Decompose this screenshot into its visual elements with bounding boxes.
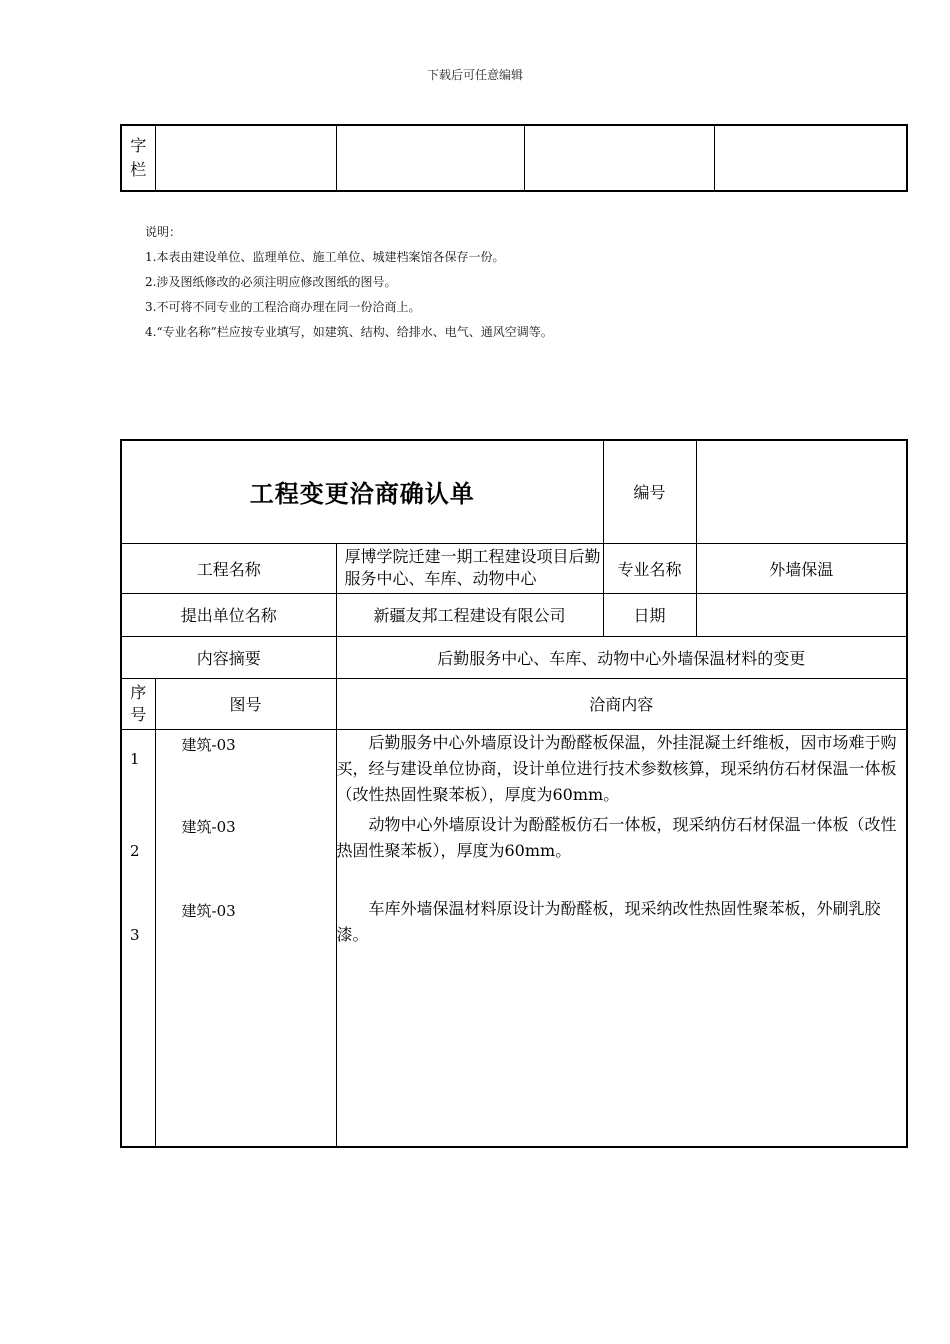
item-2-drawing: 建筑-03	[181, 817, 236, 836]
signature-cell-3[interactable]	[524, 125, 714, 191]
header-note: 下载后可任意编辑	[426, 68, 523, 82]
summary-value[interactable]: 后勤服务中心、车库、动物中心外墙保温材料的变更	[336, 636, 907, 678]
signature-table	[120, 124, 908, 192]
signature-cell-4[interactable]	[714, 125, 907, 191]
change-form	[120, 439, 908, 1148]
number-value[interactable]	[696, 440, 907, 543]
item-3-seq: 3	[130, 925, 140, 944]
signature-label	[121, 125, 155, 191]
summary-label: 内容摘要	[121, 636, 336, 678]
item-1-seq: 1	[130, 749, 140, 768]
item-3-drawing: 建筑-03	[181, 901, 236, 920]
note-item-4: 4.“专业名称”栏应按专业填写，如建筑、结构、给排水、电气、通风空调等。	[145, 325, 553, 339]
specialty-value[interactable]: 外墙保温	[696, 543, 907, 593]
item-1-content: 后勤服务中心外墙原设计为酚醛板保温，外挂混凝土纤维板，因市场难于购买，经与建设单位协商，设计单位进行技术参数核算，现采纳仿石材保温一体板（改性热固性聚苯板），厚度为60mm。	[336, 732, 897, 804]
note-item-2: 2.涉及图纸修改的必须注明应修改图纸的图号。	[145, 275, 397, 289]
content-header: 洽商内容	[336, 678, 907, 729]
signature-label-text: 字 栏	[130, 136, 147, 179]
note-item-3: 3.不可将不同专业的工程洽商办理在同一份洽商上。	[145, 300, 421, 314]
item-2-seq: 2	[130, 841, 140, 860]
content-column	[336, 729, 907, 1147]
date-label: 日期	[603, 593, 696, 636]
seq-header	[121, 678, 155, 729]
form-title: 工程变更洽商确认单	[121, 440, 603, 543]
item-2-content: 动物中心外墙原设计为酚醛板仿石一体板，现采纳仿石材保温一体板（改性热固性聚苯板），厚度为60mm。	[336, 814, 897, 860]
number-label: 编号	[603, 440, 696, 543]
note-item-1: 1.本表由建设单位、监理单位、施工单位、城建档案馆各保存一份。	[145, 250, 505, 264]
notes-section	[145, 220, 553, 345]
unit-label: 提出单位名称	[121, 593, 336, 636]
signature-cell-1[interactable]	[155, 125, 336, 191]
notes-heading: 说明：	[145, 225, 182, 239]
project-name-label: 工程名称	[121, 543, 336, 593]
seq-column	[121, 729, 155, 1147]
specialty-label: 专业名称	[603, 543, 696, 593]
project-name-value[interactable]: 厚博学院迁建一期工程建设项目后勤服务中心、车库、动物中心	[336, 543, 603, 593]
unit-value[interactable]: 新疆友邦工程建设有限公司	[336, 593, 603, 636]
item-3-content: 车库外墙保温材料原设计为酚醛板，现采纳改性热固性聚苯板，外刷乳胶漆。	[336, 898, 881, 944]
drawing-header: 图号	[155, 678, 336, 729]
date-value[interactable]	[696, 593, 907, 636]
drawing-column	[155, 729, 336, 1147]
item-1-drawing: 建筑-03	[181, 735, 236, 754]
signature-cell-2[interactable]	[336, 125, 524, 191]
seq-header-text: 序 号	[130, 682, 147, 724]
